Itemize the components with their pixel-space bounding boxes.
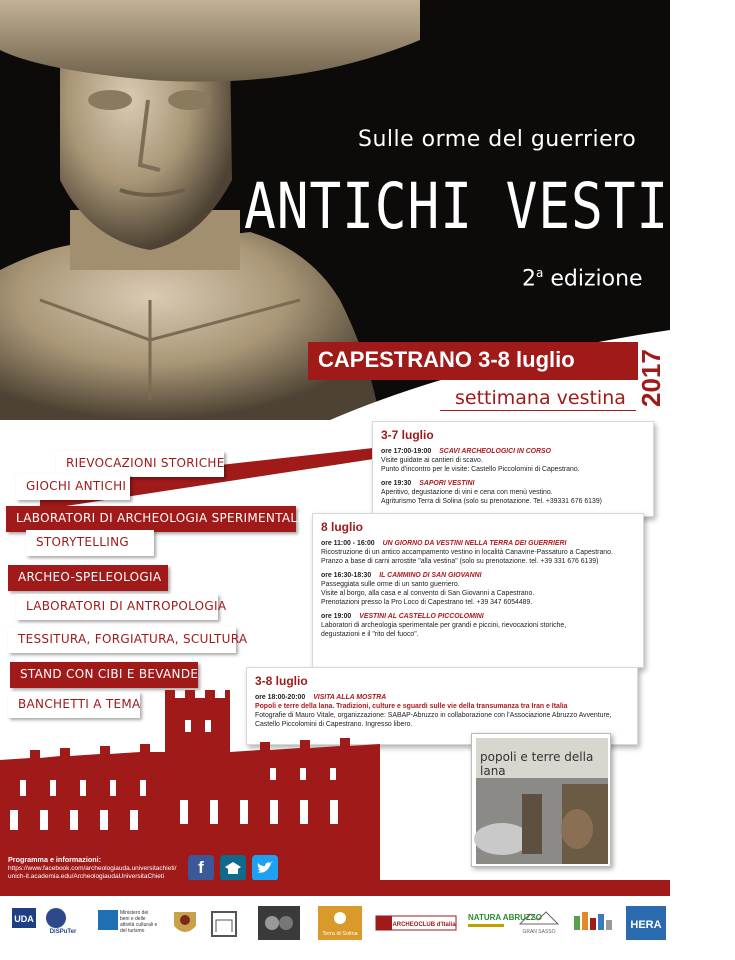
exhibition-title: popoli e terre della lana xyxy=(480,750,594,778)
svg-text:DiSPuTer: DiSPuTer xyxy=(49,929,77,935)
divider xyxy=(440,410,636,411)
event-subtitle: Sulle orme del guerriero xyxy=(358,127,637,152)
program-heading: 3-8 luglio xyxy=(255,674,308,688)
location-date-banner: CAPESTRANO 3-8 luglio xyxy=(308,342,638,380)
program-card-3-7-luglio xyxy=(372,421,654,517)
svg-text:GRAN SASSO: GRAN SASSO xyxy=(522,929,556,935)
week-label: settimana vestina xyxy=(455,387,626,409)
svg-text:Terra di Solina: Terra di Solina xyxy=(322,931,358,937)
program-heading: 3-7 luglio xyxy=(381,428,434,442)
program-event: ore 18:00-20:00 VISITA ALLA MOSTRA Popoli e terre della lana. Tradizioni, culture e sguardi sulle vie della transumanza tra Iran e Italia Fotografie di Mauro Vitale, organizzazione: SABAP-Abruzzo in collaborazione con l'Associazione Abruzzo Avventure, Castello Piccolomini di Capestrano. Ingresso libero. xyxy=(255,694,612,728)
year-label: 2017 xyxy=(636,349,666,407)
activity-tessitura: TESSITURA, FORGIATURA, SCULTURA xyxy=(8,627,236,653)
activity-stand-cibi: STAND CON CIBI E BEVANDE xyxy=(10,662,198,688)
svg-text:UDA: UDA xyxy=(14,914,34,924)
vis-logo xyxy=(258,906,300,944)
uda-logo xyxy=(10,906,38,944)
activity-storytelling: STORYTELLING xyxy=(26,530,154,556)
twitter-icon[interactable] xyxy=(252,855,278,881)
program-event: ore 19:00 VESTINI AL CASTELLO PICCOLOMINI Laboratori di archeologia sperimentale per grandi e piccini, rievocazioni storiche, degustazioni e il "rito del fuoco". xyxy=(321,613,567,638)
mibact-logo: Ministero dei beni e delle attività culturali e del turismo xyxy=(98,906,158,944)
city-logo xyxy=(570,906,616,944)
svg-text:HERA: HERA xyxy=(630,919,662,931)
info-block xyxy=(8,856,176,882)
activity-archeo-speleologia: ARCHEO-SPELEOLOGIA xyxy=(8,565,168,591)
facebook-icon[interactable]: f xyxy=(188,855,214,881)
program-heading: 8 luglio xyxy=(321,520,363,534)
program-card-8-luglio xyxy=(312,513,644,668)
activity-banchetti: BANCHETTI A TEMA xyxy=(8,692,140,718)
activity-laboratori-archeologia: LABORATORI DI ARCHEOLOGIA SPERIMENTALE xyxy=(6,506,296,532)
castle-logo xyxy=(206,906,242,944)
footer-band xyxy=(0,880,670,896)
activity-giochi: GIOCHI ANTICHI xyxy=(16,474,130,500)
capestrano-crest xyxy=(170,906,200,944)
gran-sasso-logo xyxy=(518,906,560,944)
academia-icon[interactable] xyxy=(220,855,246,881)
program-event: ore 16:30-18:30 IL CAMMINO DI SAN GIOVANNI Passeggiata sulle orme di un santo guerriero. Visite al borgo, alla casa e al convento di San Giovanni a Capestrano. Prenotazioni presso la Pro Loco di Capestrano tel. +39 347 6054489. xyxy=(321,572,535,606)
exhibition-photo xyxy=(471,733,611,867)
event-title: ANTICHI VESTINI xyxy=(244,170,735,243)
program-event: ore 19:30 SAPORI VESTINI Aperitivo, degustazione di vini e cena con menù vestino. Agriturismo Terra di Solina (solo su prenotazione. Tel. +39331 676 6139) xyxy=(381,480,602,505)
activity-antropologia: LABORATORI DI ANTROPOLOGIA xyxy=(16,594,218,620)
svg-text:NATURA ABRUZZO: NATURA ABRUZZO xyxy=(468,913,542,922)
edition-label: 2$^a$ edizione xyxy=(522,266,643,292)
program-event: ore 11:00 - 16:00 UN GIORNO DA VESTINI NELLA TERRA DEI GUERRIERI Ricostruzione di un antico accampamento vestino in località Canavine-Passaturo a Capestrano. Pranzo a base di carni arrostite "alla vestina" (solo su prenotazione. tel. +39 331 676 6139) xyxy=(321,540,613,565)
terra-di-solina-logo xyxy=(318,906,362,944)
info-heading: Programma e informazioni: xyxy=(8,855,102,864)
facebook-link[interactable]: https://www.facebook.com/archeologiauda.universitachieti/ xyxy=(8,864,177,872)
hera-logo xyxy=(626,906,666,944)
archeoclub-logo xyxy=(376,906,456,944)
disputer-logo xyxy=(42,906,84,944)
activity-rievocazioni: RIEVOCAZIONI STORICHE xyxy=(56,451,224,477)
program-event: ore 17:00-19:00 SCAVI ARCHEOLOGICI IN CORSO Visite guidate ai cantieri di scavo. Punto d'incontro per le visite: Castello Piccolomini di Capestrano. xyxy=(381,448,580,473)
svg-text:ARCHEOCLUB d'Italia: ARCHEOCLUB d'Italia xyxy=(392,922,456,928)
academia-link[interactable]: unich-it.academia.edu/ArcheologiaudaUniversitaChieti xyxy=(8,873,165,880)
